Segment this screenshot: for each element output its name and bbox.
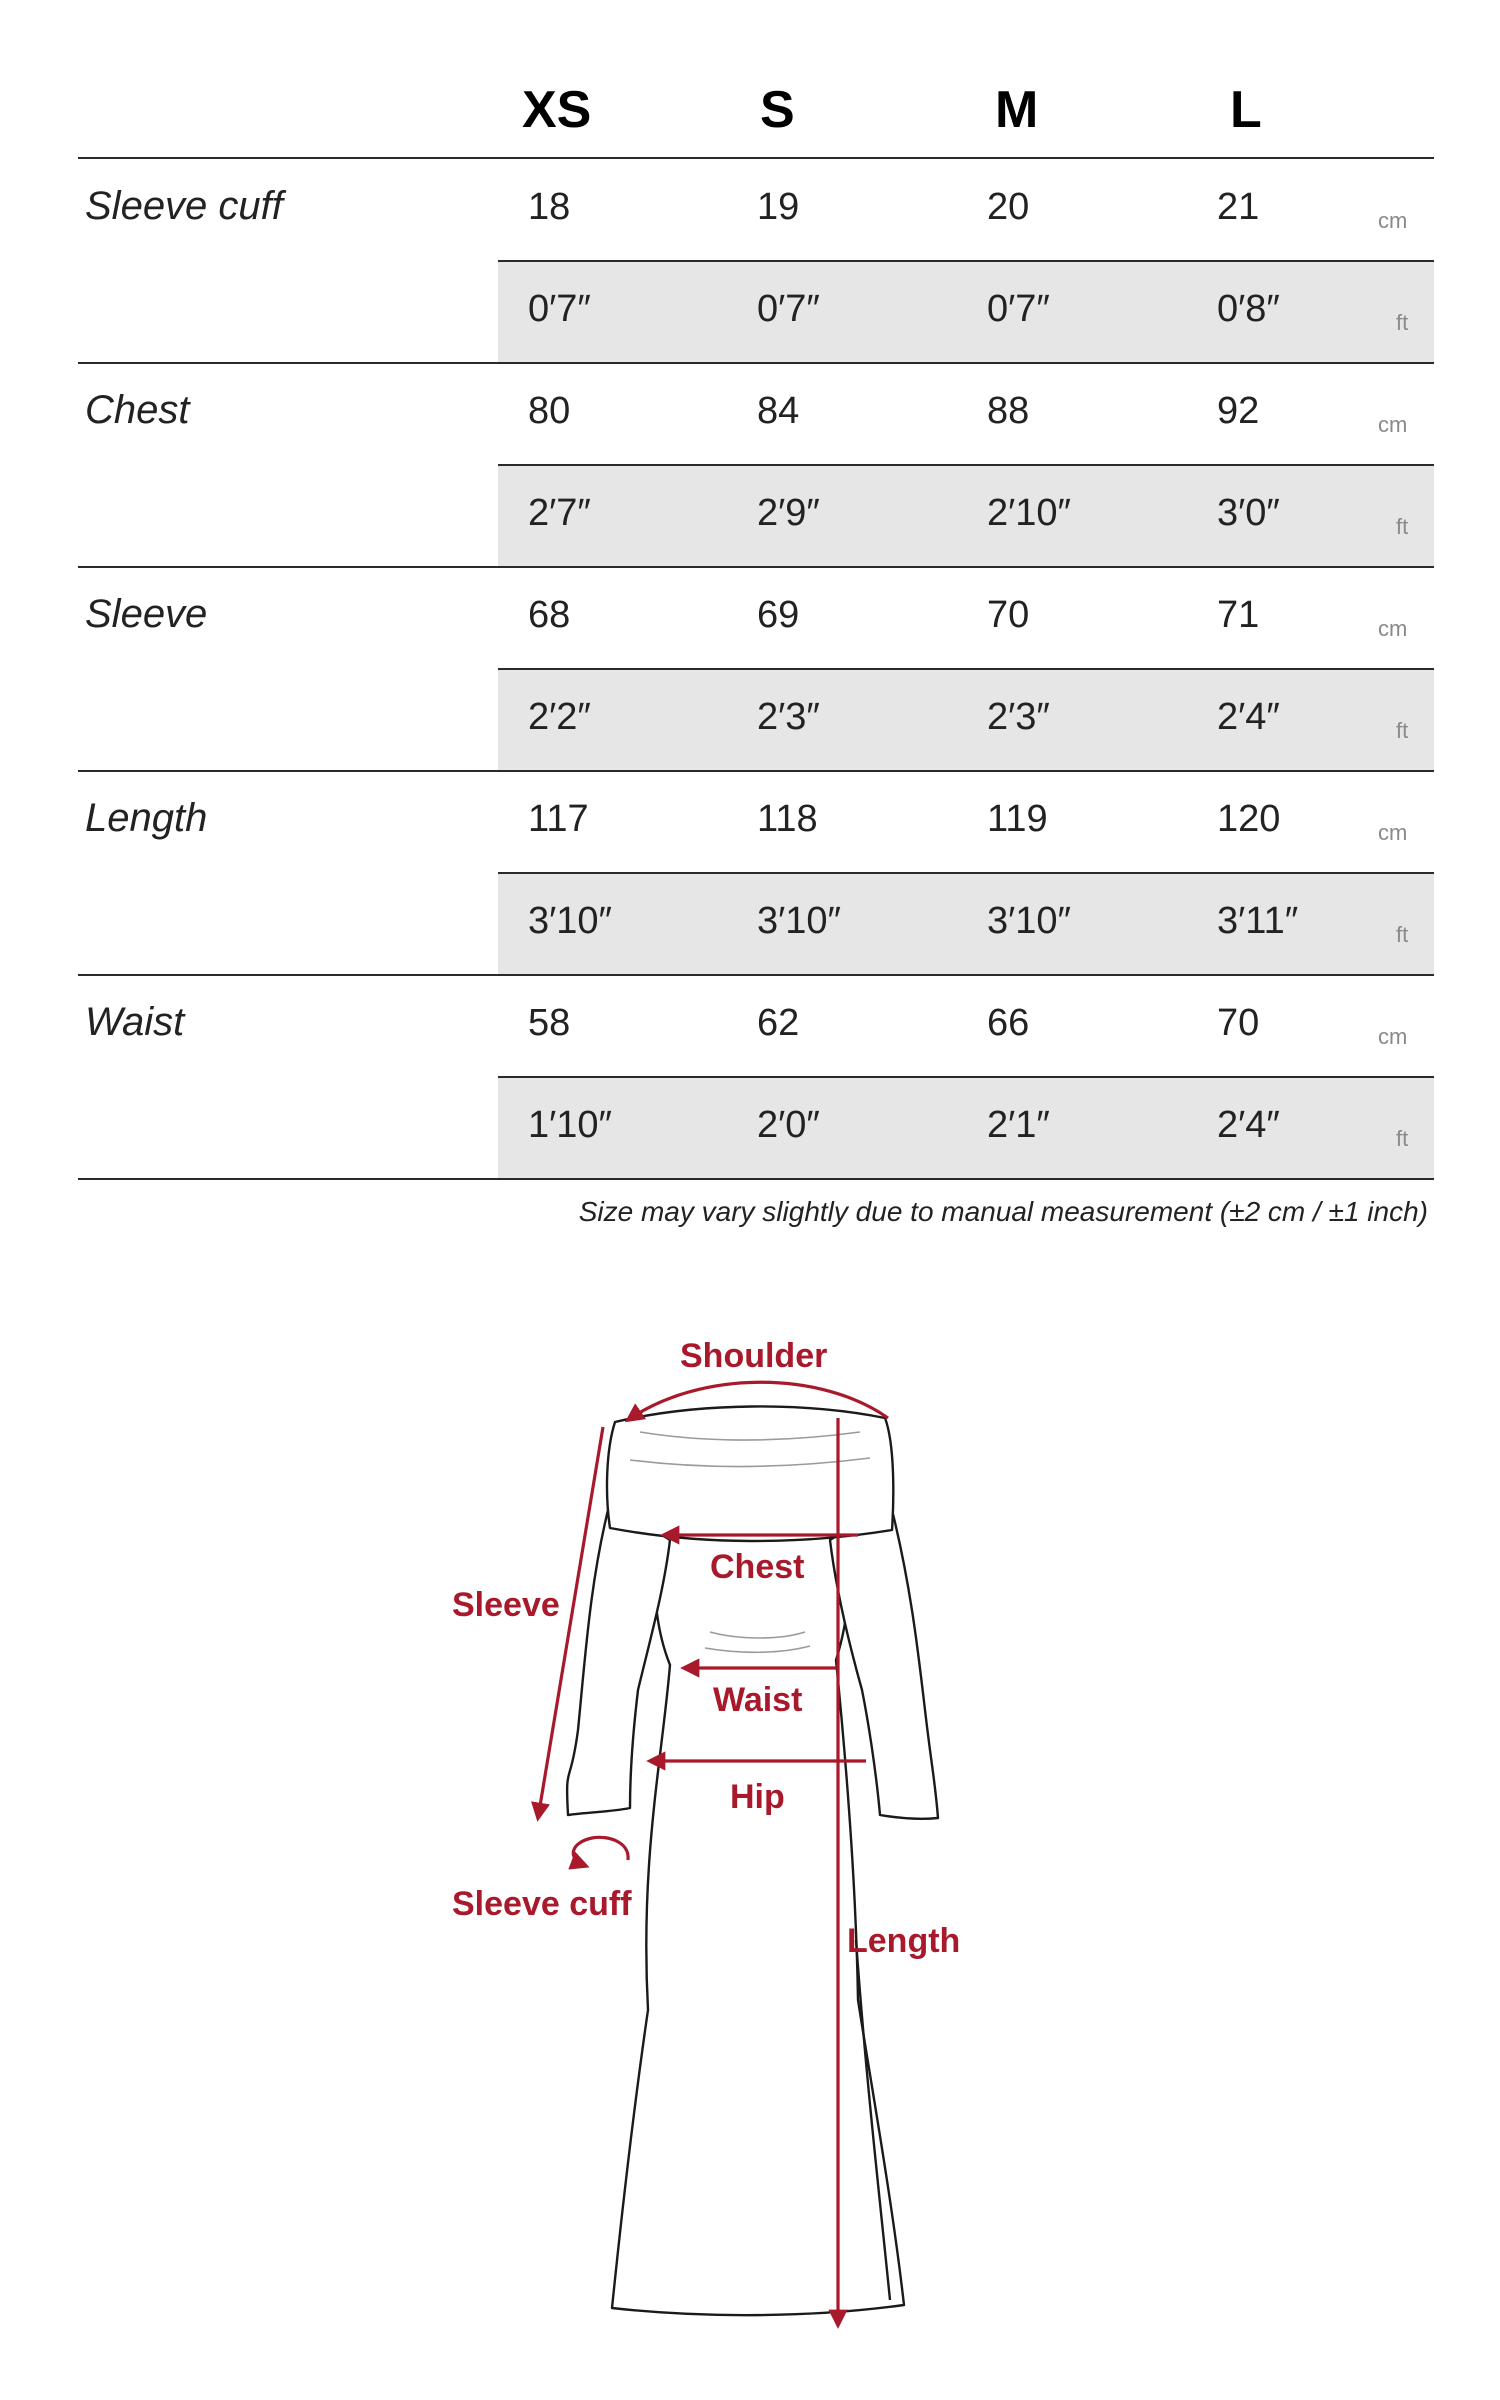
row-divider (498, 872, 1434, 874)
unit-label-cm: cm (1378, 616, 1408, 641)
ft-row-band (498, 669, 1434, 771)
cell-ft: 2′7″ (528, 492, 591, 534)
cell-ft: 0′8″ (1217, 288, 1280, 330)
unit-label-ft: ft (1396, 514, 1409, 539)
size-header-s: S (760, 81, 795, 139)
size-header-xs: XS (522, 81, 592, 139)
cell-cm: 58 (528, 1002, 571, 1044)
label-length: Length (847, 1922, 961, 1960)
row-divider (498, 260, 1434, 262)
sleeve-cuff-arrow (573, 1837, 628, 1866)
cell-cm: 21 (1217, 186, 1260, 228)
label-chest: Chest (710, 1548, 805, 1586)
table-divider (78, 566, 1434, 568)
table-divider (78, 1178, 1434, 1180)
row-divider (498, 1076, 1434, 1078)
cell-ft: 3′0″ (1217, 492, 1280, 534)
cell-cm: 68 (528, 594, 571, 636)
unit-label-ft: ft (1396, 1126, 1409, 1151)
unit-label-ft: ft (1396, 718, 1409, 743)
cell-cm: 84 (757, 390, 800, 432)
dress-outline (567, 1406, 938, 2315)
row-label-sleeve: Sleeve (85, 592, 208, 636)
cell-cm: 69 (757, 594, 800, 636)
cell-cm: 120 (1217, 798, 1281, 840)
table-divider (78, 770, 1434, 772)
measurement-footnote: Size may vary slightly due to manual measurement (±2 cm / ±1 inch) (578, 1196, 1428, 1227)
table-divider (78, 974, 1434, 976)
cell-cm: 18 (528, 186, 571, 228)
cell-ft: 2′4″ (1217, 696, 1280, 738)
cell-ft: 3′10″ (528, 900, 612, 942)
cell-cm: 70 (1217, 1002, 1260, 1044)
unit-label-ft: ft (1396, 310, 1409, 335)
cell-cm: 71 (1217, 594, 1260, 636)
cell-ft: 2′3″ (987, 696, 1050, 738)
cell-ft: 3′10″ (757, 900, 841, 942)
ft-row-band (498, 465, 1434, 567)
cell-cm: 88 (987, 390, 1030, 432)
cell-ft: 2′0″ (757, 1104, 820, 1146)
cell-ft: 2′4″ (1217, 1104, 1280, 1146)
cell-cm: 117 (528, 798, 589, 840)
unit-label-cm: cm (1378, 208, 1408, 233)
unit-label-cm: cm (1378, 820, 1408, 845)
off-shoulder-collar (607, 1406, 893, 1541)
label-hip: Hip (730, 1778, 785, 1816)
unit-label-ft: ft (1396, 922, 1409, 947)
size-header-m: M (995, 81, 1039, 139)
row-label-length: Length (85, 796, 208, 840)
table-divider (78, 157, 1434, 159)
cell-ft: 0′7″ (528, 288, 591, 330)
cell-cm: 118 (757, 798, 818, 840)
unit-label-cm: cm (1378, 412, 1408, 437)
row-divider (498, 464, 1434, 466)
ft-row-band (498, 261, 1434, 363)
cell-cm: 66 (987, 1002, 1030, 1044)
unit-label-cm: cm (1378, 1024, 1408, 1049)
cell-ft: 1′10″ (528, 1104, 612, 1146)
ft-row-band (498, 1077, 1434, 1179)
label-sleeve: Sleeve (452, 1586, 560, 1624)
label-shoulder: Shoulder (680, 1337, 828, 1375)
cell-ft: 2′3″ (757, 696, 820, 738)
cell-ft: 3′10″ (987, 900, 1071, 942)
cell-cm: 80 (528, 390, 571, 432)
cell-ft: 2′2″ (528, 696, 591, 738)
cell-ft: 3′11″ (1217, 900, 1299, 942)
size-header-l: L (1230, 81, 1262, 139)
cell-ft: 2′9″ (757, 492, 820, 534)
row-label-chest: Chest (85, 388, 190, 432)
cell-cm: 119 (987, 798, 1048, 840)
cell-cm: 19 (757, 186, 800, 228)
cell-ft: 2′10″ (987, 492, 1071, 534)
cell-cm: 20 (987, 186, 1030, 228)
row-divider (498, 668, 1434, 670)
row-label-waist: Waist (85, 1000, 185, 1044)
cell-ft: 0′7″ (987, 288, 1050, 330)
cell-cm: 92 (1217, 390, 1260, 432)
cell-cm: 62 (757, 1002, 800, 1044)
label-waist: Waist (713, 1681, 803, 1719)
cell-ft: 0′7″ (757, 288, 820, 330)
row-label-sleeve-cuff: Sleeve cuff (85, 184, 283, 228)
table-divider (78, 362, 1434, 364)
label-sleeve-cuff: Sleeve cuff (452, 1885, 632, 1923)
cell-ft: 2′1″ (987, 1104, 1050, 1146)
cell-cm: 70 (987, 594, 1030, 636)
dress-measurement-diagram (0, 1280, 1500, 2340)
